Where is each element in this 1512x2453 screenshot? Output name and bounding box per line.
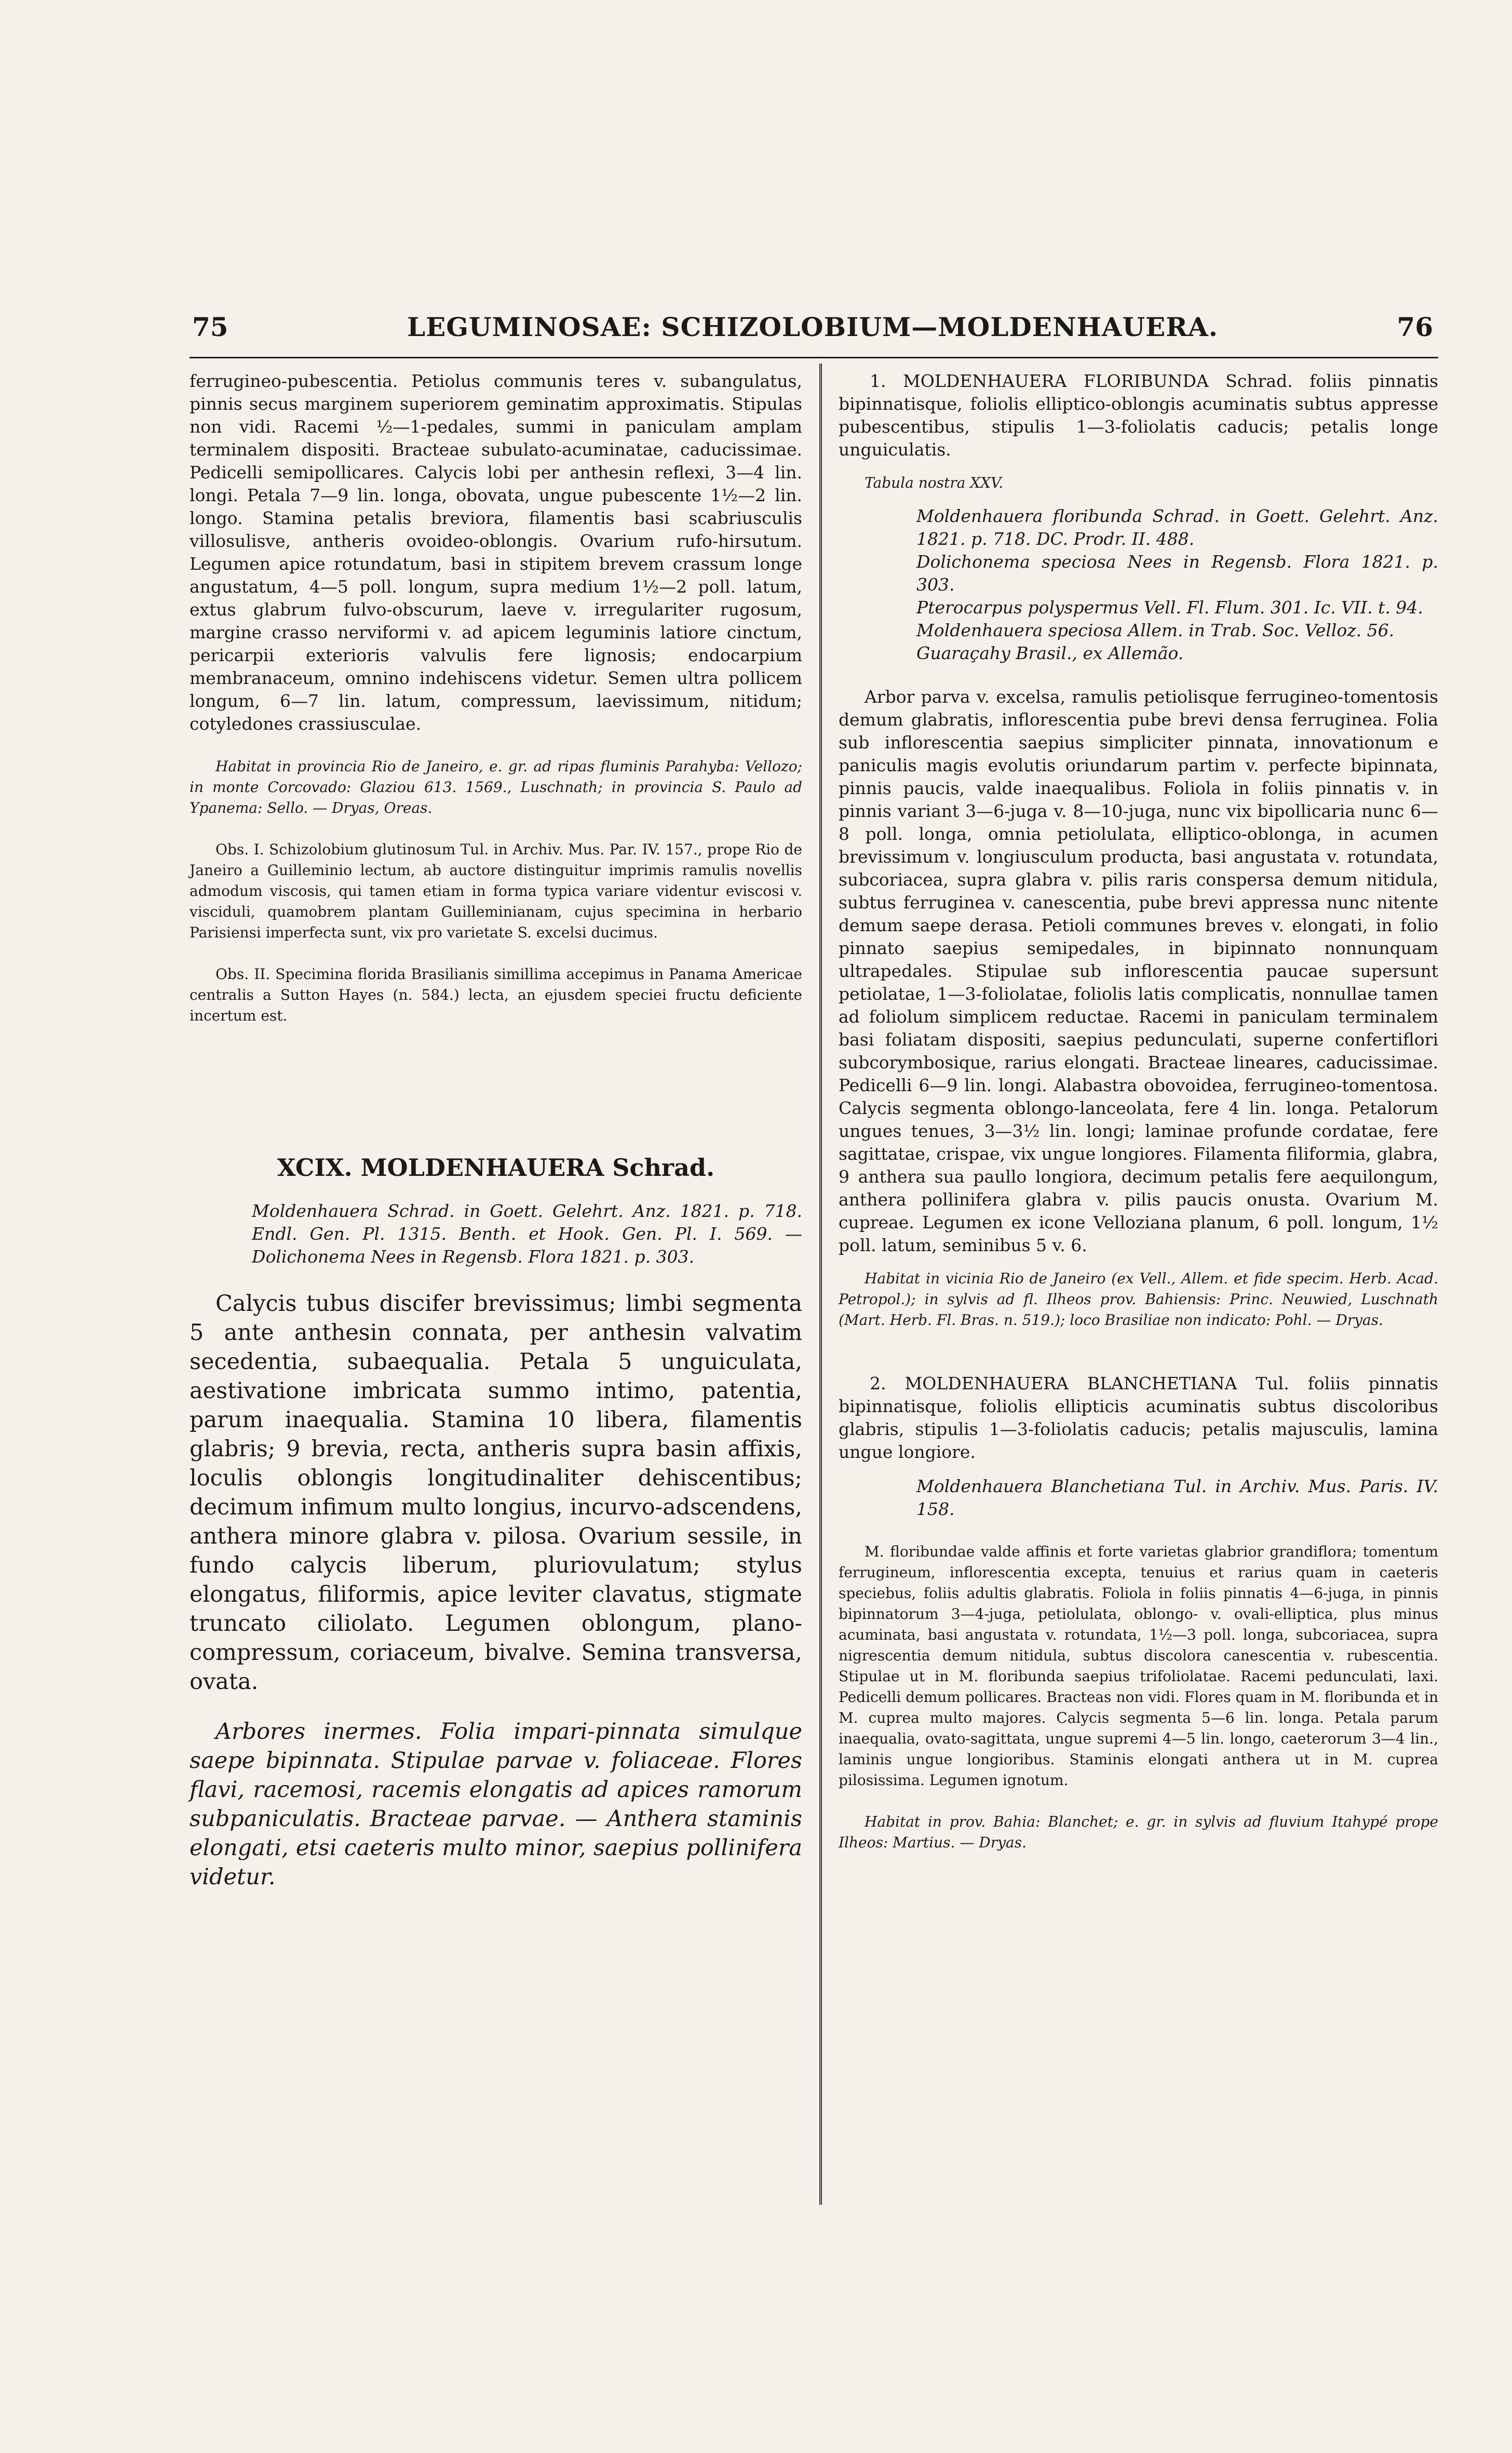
species-1-reference-1: Moldenhauera floribunda Schrad. in Goett. Gelehrt. Anz. 1821. p. 718. DC. Prodr. II. 488. (916, 506, 1438, 549)
species-1-reference-4: Moldenhauera speciosa Allem. in Trab. Soc. Velloz. 56. (916, 620, 1395, 640)
left-column (190, 370, 802, 1892)
genus-synonymy: Moldenhauera Schrad. in Goett. Gelehrt. Anz. 1821. p. 718. Endl. Gen. Pl. 1315. Benth. et Hook. Gen. Pl. I. 569. — Dolichonema Nees in Regensb. Flora 1821. p. 303. (252, 1201, 802, 1267)
species-1-habitat: Habitat in vicinia Rio de Janeiro (ex Vell., Allem. et fide specim. Herb. Acad. Petropol.); in sylvis ad fl. Ilheos prov. Bahiensis: Princ. Neuwied, Luschnath (Mart. Herb. Fl. Bras. n. 519.); loco Brasiliae non indicato: Pohl. — Dryas. (839, 1270, 1438, 1329)
species-1-reference-2: Dolichonema speciosa Nees in Regensb. Flora 1821. p. 303. (916, 552, 1438, 595)
observation-1: Obs. I. Schizolobium glutinosum Tul. in Archiv. Mus. Par. IV. 157., prope Rio de Janeiro a Guilleminio lectum, ab auctore distinguitur imprimis ramulis novellis admodum viscosis, qui tamen etiam in forma typica variare videntur eviscosi v. visciduli, quamobrem plantam Guilleminianam, cujus specimina in herbario Parisiensi imperfecta sunt, vix pro varietate S. excelsi ducimus. (190, 841, 802, 941)
observation-2: Obs. II. Specimina florida Brasilianis simillima accepimus in Panama Americae centralis a Sutton Hayes (n. 584.) lecta, an ejusdem speciei fructu deficiente incertum est. (190, 966, 802, 1024)
species-1-reference-3: Pterocarpus polyspermus Vell. Fl. Flum. 301. Ic. VII. t. 94. (916, 597, 1423, 618)
genus-description: Calycis tubus discifer brevissimus; limbi segmenta 5 ante anthesin connata, per anthesin valvatim secedentia, subaequalia. Petala 5 unguiculata, aestivatione imbricata summo intimo, patentia, parum inaequalia. Stamina 10 libera, filamentis glabris; 9 brevia, recta, antheris supra basin affixis, loculis oblongis longitudinaliter dehiscentibus; decimum infimum multo longius, incurvo-adscendens, anthera minore glabra v. pilosa. Ovarium sessile, in fundo calycis liberum, pluriovulatum; stylus elongatus, filiformis, apice leviter clavatus, stigmate truncato ciliolato. Legumen oblongum, plano-compressum, coriaceum, bivalve. Semina transversa, ovata. (190, 1291, 802, 1695)
species-2-habitat: Habitat in prov. Bahia: Blanchet; e. gr. in sylvis ad fluvium Itahypé prope Ilheos: Martius. — Dryas. (839, 1813, 1438, 1851)
species-2-heading: 2. MOLDENHAUERA BLANCHETIANA Tul. foliis pinnatis bipinnatisque, foliolis ellipticis acuminatis subtus discoloribus glabris, stipulis 1—3-foliolatis caducis; petalis majusculis, lamina ungue longiore. (839, 1373, 1438, 1462)
page-number-left: 75 (192, 312, 228, 342)
schizolobium-description-continued: ferrugineo-pubescentia. Petiolus communis teres v. subangulatus, pinnis secus marginem superiorem geminatim approximatis. Stipulas non vidi. Racemi ½—1-pedales, summi in paniculam amplam terminalem dispositi. Bracteae subulato-acuminatae, caducissimae. Pedicelli semipollicares. Calycis lobi per anthesin reflexi, 3—4 lin. longi. Petala 7—9 lin. longa, obovata, ungue pubescente 1½—2 lin. longo. Stamina petalis breviora, filamentis basi scabriusculis villosulisve, antheris ovoideo-oblongis. Ovarium rufo-hirsutum. Legumen apice rotundatum, basi in stipitem brevem crassum longe angustatum, 4—5 poll. longum, supra medium 1½—2 poll. latum, extus glabrum fulvo-obscurum, laeve v. irregulariter rugosum, margine crasso nerviformi v. ad apicem leguminis latiore cinctum, pericarpii exterioris valvulis fere lignosis; endocarpium membranaceum, omnino indehiscens videtur. Semen ultra pollicem longum, 6—7 lin. latum, compressum, laevissimum, nitidum; cotyledones crassiusculae. (190, 371, 802, 734)
species-2-reference: Moldenhauera Blanchetiana Tul. in Archiv. Mus. Paris. IV. 158. (916, 1476, 1438, 1519)
species-1-description: Arbor parva v. excelsa, ramulis petiolisque ferrugineo-tomentosis demum glabratis, inflorescentia pube brevi densa ferruginea. Folia sub inflorescentia saepius simpliciter pinnata, innovationum e paniculis magis evolutis oriundarum partim v. perfecte bipinnata, pinnis paucis, valde inaequalibus. Foliola in foliis pinnatis v. in pinnis variant 3—6-juga v. 8—10-juga, nunc vix bipollicaria nunc 6—8 poll. longa, omnia petiolulata, elliptico-oblonga, in acumen brevissimum v. longiusculum producta, basi angustata v. rotundata, subcoriacea, supra glabra v. pilis raris conspersa demum nitidula, subtus ferruginea v. canescentia, pube brevi appressa nunc nitente demum saepe derasa. Petioli communes breves v. elongati, in folio pinnato saepius semipedales, in bipinnato nonnunquam ultrapedales. Stipulae sub inflorescentia paucae supersunt petiolatae, 1—3-foliolatae, foliolis latis complicatis, nonnullae tamen ad foliolum simplicem reductae. Racemi in paniculam terminalem basi foliatam dispositi, saepius pedunculati, superne confertiflori subcorymbosique, rarius elongati. Bracteae lineares, caducissimae. Pedicelli 6—9 lin. longi. Alabastra obovoidea, ferrugineo-tomentosa. Calycis segmenta oblongo-lanceolata, fere 4 lin. longa. Petalorum ungues tenues, 3—3½ lin. longi; laminae profunde cordatae, fere sagittatae, crispae, vix ungue longiores. Filamenta filiformia, glabra, 9 anthera sua paullo longiora, decimum petalis fere aequilongum, anthera pollinifera glabra v. pilis paucis onusta. Ovarium M. cupreae. Legumen ex icone Velloziana planum, 6 poll. longum, 1½ poll. latum, seminibus 5 v. 6. (839, 687, 1438, 1255)
genus-habit: Arbores inermes. Folia impari-pinnata simulque saepe bipinnata. Stipulae parvae v. foliaceae. Flores flavi, racemosi, racemis elongatis ad apices ramorum subpaniculatis. Bracteae parvae. — Anthera staminis elongati, etsi caeteris multo minor, saepius pollinifera videtur. (190, 1719, 802, 1890)
running-header (187, 312, 1438, 353)
species-1-vernacular-name: Guaraçahy Brasil., ex Allemão. (916, 643, 1184, 663)
species-1-heading: 1. MOLDENHAUERA FLORIBUNDA Schrad. foliis pinnatis bipinnatisque, foliolis elliptico-oblongis acuminatis subtus appresse pubescentibus, stipulis 1—3-foliolatis caducis; petalis longe unguiculatis. (839, 371, 1438, 460)
genus-heading: XCIX. MOLDENHAUERA Schrad. (277, 1154, 715, 1182)
header-rule (190, 357, 1438, 358)
species-2-description: M. floribundae valde affinis et forte varietas glabrior grandiflora; tomentum ferrugineum, inflorescentia excepta, tenuius et rarius quam in caeteris speciebus, foliis adultis glabratis. Foliola in foliis pinnatis 4—6-juga, in pinnis bipinnatorum 3—4-juga, petiolulata, oblongo- v. ovali-elliptica, plus minus acuminata, basi angustata v. rotundata, 1½—3 poll. longa, subcoriacea, supra nigrescentia demum nitidula, subtus discolora canescentia v. rubescentia. Stipulae ut in M. floribunda saepius trifoliolatae. Racemi pedunculati, laxi. Pedicelli demum pollicares. Bracteas non vidi. Flores quam in M. floribunda et in M. cuprea multo majores. Calycis segmenta 5—6 lin. longa. Petala parum inaequalia, ovato-sagittata, ungue supremi 4—5 lin. longo, caeterorum 3—4 lin., laminis ungue longioribus. Staminis elongati anthera ut in M. cuprea pilosissima. Legumen ignotum. (839, 1543, 1438, 1789)
plate-reference: Tabula nostra XXV. (865, 474, 1004, 491)
right-column (839, 370, 1438, 1853)
schizolobium-habitat: Habitat in provincia Rio de Janeiro, e. gr. ad ripas fluminis Parahyba: Vellozo; in monte Corcovado: Glaziou 613. 1569., Luschnath; in provincia S. Paulo ad Ypanema: Sello. — Dryas, Oreas. (190, 758, 802, 816)
running-title: LEGUMINOSAE: SCHIZOLOBIUM—MOLDENHAUERA. (407, 312, 1219, 342)
page-number-right: 76 (1397, 312, 1433, 342)
column-divider (819, 364, 822, 2205)
